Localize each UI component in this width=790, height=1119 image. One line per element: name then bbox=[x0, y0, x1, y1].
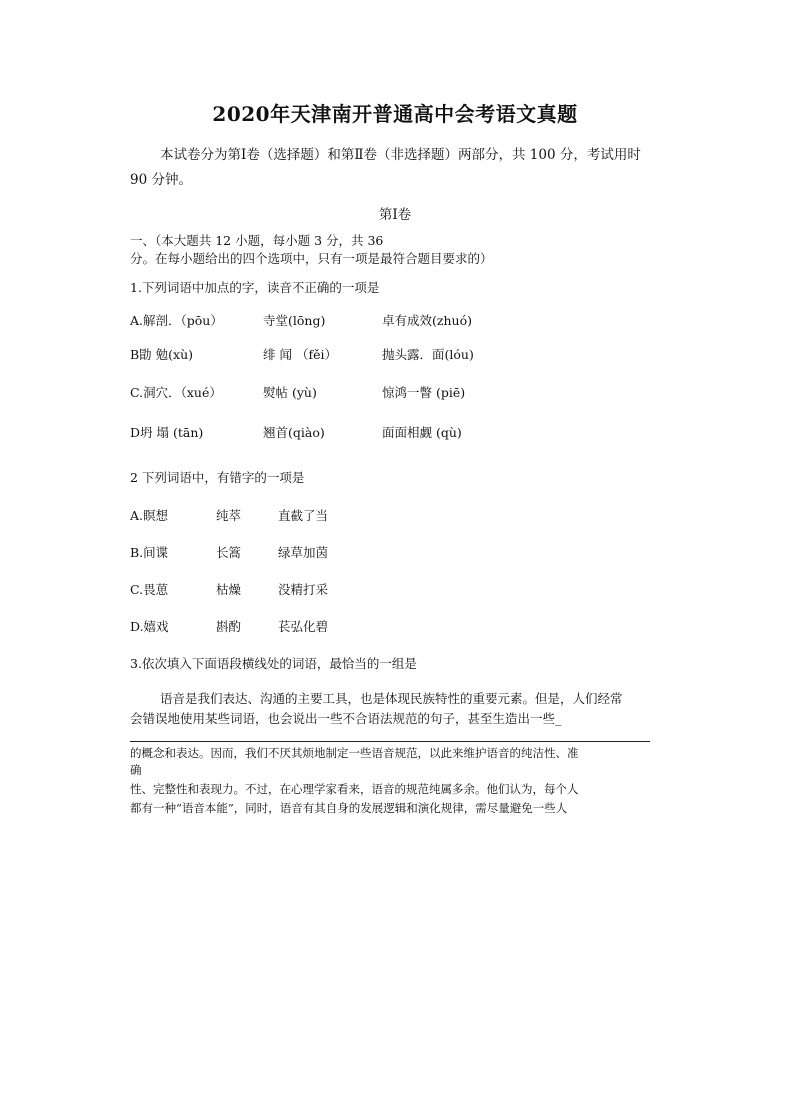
q2-option-a-word-2: 纯萃 bbox=[216, 508, 242, 523]
q3-continuation-line-2: 确 bbox=[130, 763, 142, 777]
q2-option-c-word-1: C.畏葸 bbox=[130, 582, 169, 597]
q1-option-a-word-2: 寺堂(lōng) bbox=[263, 313, 326, 328]
q1-option-a-word-3: 卓有成效(zhuó) bbox=[382, 313, 472, 328]
q2-option-b-word-2: 长篙 bbox=[216, 545, 242, 560]
q2-option-d-word-3: 苌弘化碧 bbox=[278, 619, 329, 634]
question-3-stem: 3.依次填入下面语段横线处的词语，最恰当的一组是 bbox=[130, 656, 417, 671]
q1-option-c-word-2: 熨帖 (yù) bbox=[263, 385, 317, 400]
q2-option-c-word-3: 没精打采 bbox=[278, 582, 329, 597]
q1-option-d-word-1: D坍 塌 (tān) bbox=[130, 425, 204, 440]
q2-option-c-word-2: 枯燥 bbox=[216, 582, 242, 597]
q3-continuation-line-1: 的概念和表达。因而，我们不厌其烦地制定一些语音规范，以此来维护语音的纯洁性、准 bbox=[130, 746, 579, 760]
question-2-stem: 2 下列词语中，有错字的一项是 bbox=[130, 470, 305, 485]
q1-option-c-word-1: C.洞穴．（xué） bbox=[130, 385, 222, 400]
q1-option-d-word-3: 面面相觑 (qù) bbox=[382, 425, 462, 440]
exam-intro: 本试卷分为第Ⅰ卷（选择题）和第Ⅱ卷（非选择题）两部分，共 100 分，考试用时 90 分钟。 bbox=[130, 147, 641, 188]
q1-option-b-word-2: 绯 闻 （fěi） bbox=[263, 347, 337, 362]
q2-option-d-word-2: 斟酌 bbox=[216, 619, 242, 634]
section-heading-line-2: 分。在每小题给出的四个选项中，只有一项是最符合题目要求的） bbox=[130, 251, 493, 266]
q2-option-b-word-1: B.间谍 bbox=[130, 545, 169, 560]
q2-option-b-word-3: 绿草加茵 bbox=[278, 545, 329, 560]
q1-option-a-word-1: A.解剖．（pōu） bbox=[130, 313, 223, 328]
q2-option-a-word-1: A.瞑想 bbox=[130, 508, 169, 523]
volume-title: 第Ⅰ卷 bbox=[378, 207, 412, 223]
q2-option-d-word-1: D.嬉戏 bbox=[130, 619, 169, 634]
q1-option-b-word-1: B勖 勉(xù) bbox=[130, 347, 194, 362]
q1-option-b-word-3: 抛头露．面(lóu) bbox=[382, 347, 474, 362]
document-title: 2020年天津南开普通高中会考语文真题 bbox=[212, 102, 578, 126]
section-heading-line-1: 一、（本大题共 12 小题，每小题 3 分，共 36 bbox=[130, 233, 384, 248]
fill-blank-line bbox=[130, 741, 650, 742]
q1-option-c-word-3: 惊鸿一瞥 (piē) bbox=[382, 385, 466, 400]
q3-continuation-line-4: 都有一种“语音本能”，同时，语音有其自身的发展逻辑和演化规律，需尽量避免一些人 bbox=[130, 801, 568, 815]
q1-option-d-word-2: 翘首(qiào) bbox=[263, 425, 325, 440]
q2-option-a-word-3: 直截了当 bbox=[278, 508, 329, 523]
q3-passage-line-1: 语音是我们表达、沟通的主要工具，也是体现民族特性的重要元素。但是，人们经常 bbox=[160, 691, 623, 706]
q3-continuation-line-3: 性、完整性和表现力。不过，在心理学家看来，语音的规范纯属多余。他们认为，每个人 bbox=[130, 782, 579, 796]
question-1-stem: 1.下列词语中加点的字，读音不正确的一项是 bbox=[130, 280, 380, 295]
q3-passage-line-2: 会错误地使用某些词语，也会说出一些不合语法规范的句子，甚至生造出一些_ bbox=[130, 711, 562, 726]
